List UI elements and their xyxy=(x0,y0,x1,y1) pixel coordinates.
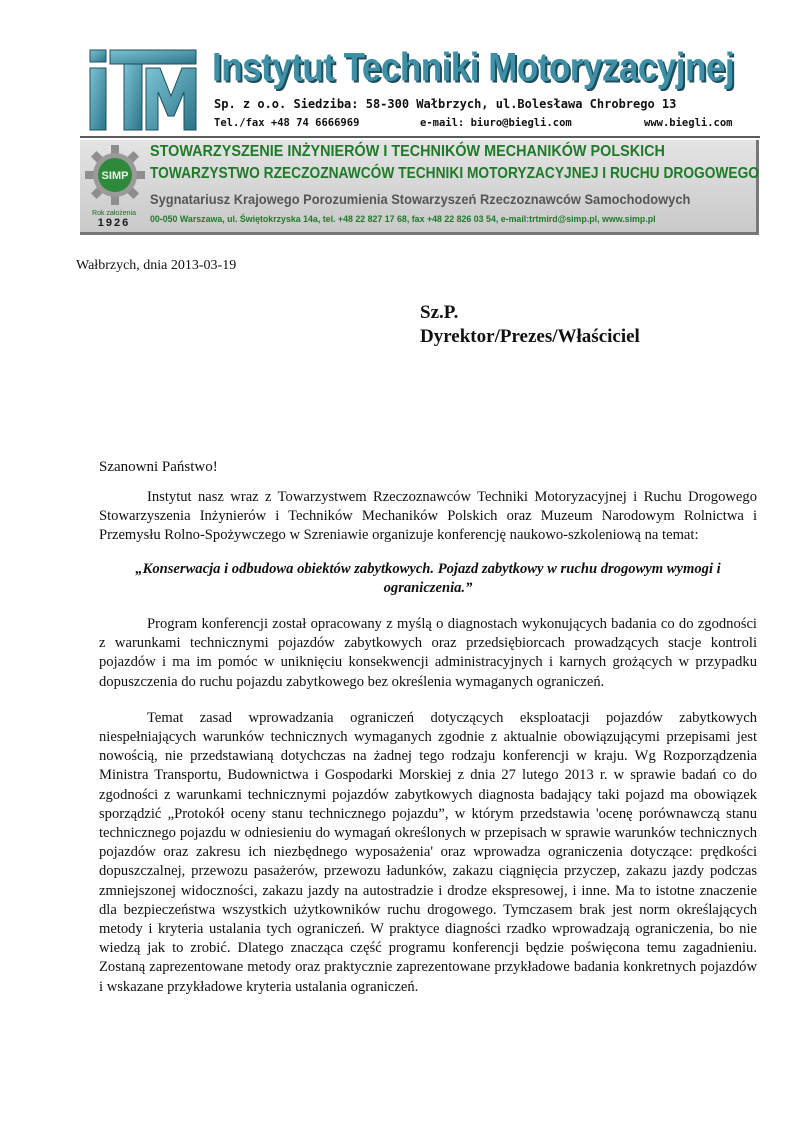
letter-body xyxy=(99,488,757,997)
svg-text:SIMP: SIMP xyxy=(101,170,129,182)
institute-website: www.biegli.com xyxy=(644,117,733,129)
itm-logo xyxy=(84,46,202,134)
spacer xyxy=(99,598,757,615)
institute-address: Sp. z o.o. Siedziba: 58-300 Wałbrzych, ul.Bolesława Chrobrego 13 xyxy=(214,97,677,111)
institute-name: Instytut Techniki Motoryzacyjnej xyxy=(212,44,735,90)
place-date: Wałbrzych, dnia 2013-03-19 xyxy=(76,258,237,273)
spacer xyxy=(99,692,757,709)
simp-gear-logo xyxy=(84,144,146,206)
simp-name: STOWARZYSZENIE INŻYNIERÓW I TECHNIKÓW MECHANIKÓW POLSKICH xyxy=(150,143,665,160)
recipient-line-2: Dyrektor/Prezes/Właściciel xyxy=(420,326,640,347)
founded-label: Rok założenia xyxy=(92,210,136,217)
signatory-line: Sygnatariusz Krajowego Porozumienia Stowarzyszeń Rzeczoznawców Samochodowych xyxy=(150,191,691,207)
institute-email: e-mail: biuro@biegli.com xyxy=(420,117,572,129)
conference-topic: „Konserwacja i odbudowa obiektów zabytkowych. Pojazd zabytkowy w ruchu drogowym wymogi i ograniczenia.” xyxy=(135,560,721,596)
founded-year: 1926 xyxy=(97,217,131,229)
recipient xyxy=(420,301,640,349)
program-paragraph: Program konferencji został opracowany z myślą o diagnostach wykonujących badania co do zgodności z warunkami technicznymi pojazdów zabytkowych oraz przedsiębiorcach prowadzących stacje kontroli pojazdów i ma im pomóc w uniknięciu konsekwencji administracyjnych i karnych grożących w przypadku dopuszczenia do ruchu pojazdu zabytkowego bez określenia wymaganych ograniczeń. xyxy=(99,616,757,690)
letterhead xyxy=(80,40,762,236)
intro-paragraph: Instytut nasz wraz z Towarzystwem Rzeczoznawców Techniki Motoryzacyjnej i Ruchu Drogowego Stowarzyszenia Inżynierów i Techników Mechaników Polskich oraz Muzeum Narodowym Rolnictwa i Przemysłu Rolno-Spożywczego w Szreniawie organizuje konferencję naukowo-szkoleniową na temat: xyxy=(99,489,757,544)
spacer xyxy=(99,546,757,560)
recipient-line-1: Sz.P. xyxy=(420,302,459,323)
simp-address: 00-050 Warszawa, ul. Świętokrzyska 14a, tel. +48 22 827 17 68, fax +48 22 826 03 54, e-mail:trtmird@simp.pl, www.simp.pl xyxy=(150,214,656,224)
letterhead-divider xyxy=(80,136,760,138)
simp-banner xyxy=(80,140,759,235)
founded-badge xyxy=(84,210,144,230)
trtm-name: TOWARZYSTWO RZECZOZNAWCÓW TECHNIKI MOTORYZACYJNEJ I RUCHU DROGOWEGO xyxy=(150,165,760,182)
institute-phone: Tel./fax +48 74 6666969 xyxy=(214,117,360,129)
restrictions-paragraph: Temat zasad wprowadzania ograniczeń dotyczących eksploatacji pojazdów zabytkowych niespełniających warunków technicznych wymaganych zgodnie z aktualnie obowiązującymi przepisami jest nowością, nie przedstawianą dotychczas na żadnej tego rodzaju konferencji w kraju. Wg Rozporządzenia Ministra Transportu, Budownictwa i Gospodarki Morskiej z dnia 27 lutego 2013 r. w sprawie badań co do zgodności z warunkami technicznymi pojazdów zabytkowych diagnosta badający taki pojazd ma obowiązek sporządzić „Protokół oceny stanu technicznego pojazdu”, w którym przedstawia 'ocenę porównawczą stanu technicznego pojazdu w odniesieniu do wymagań określonych w przepisach w sprawie warunków technicznych pojazdów oraz zakresu ich niezbędnego wyposażenia' oraz wprowadza ograniczenia dotyczące: prędkości dopuszczalnej, przewozu pasażerów, przewozu ładunków, zakazu ciągnięcia przyczep, zakazu jazdy podczas zmniejszonej widoczności, zakazu jazdy na autostradzie i drodze ekspresowej, i inne. Ma to istotne znaczenie dla bezpieczeństwa wszystkich użytkowników ruchu drogowego. Tymczasem brak jest norm określających metody i kryteria ustalania tych ograniczeń. W praktyce diagności rzadko wprowadzają ograniczenia, bo nie wiedzą jak to zrobić. Dlatego znacząca część programu konferencji będzie poświęcona temu zagadnieniu. Zostaną zaprezentowane metody oraz praktycznie zaprezentowane przykładowe badania konkretnych pojazdów i wskazane przykładowe kryteria ustalania ograniczeń. xyxy=(99,709,757,995)
salutation: Szanowni Państwo! xyxy=(99,459,218,475)
